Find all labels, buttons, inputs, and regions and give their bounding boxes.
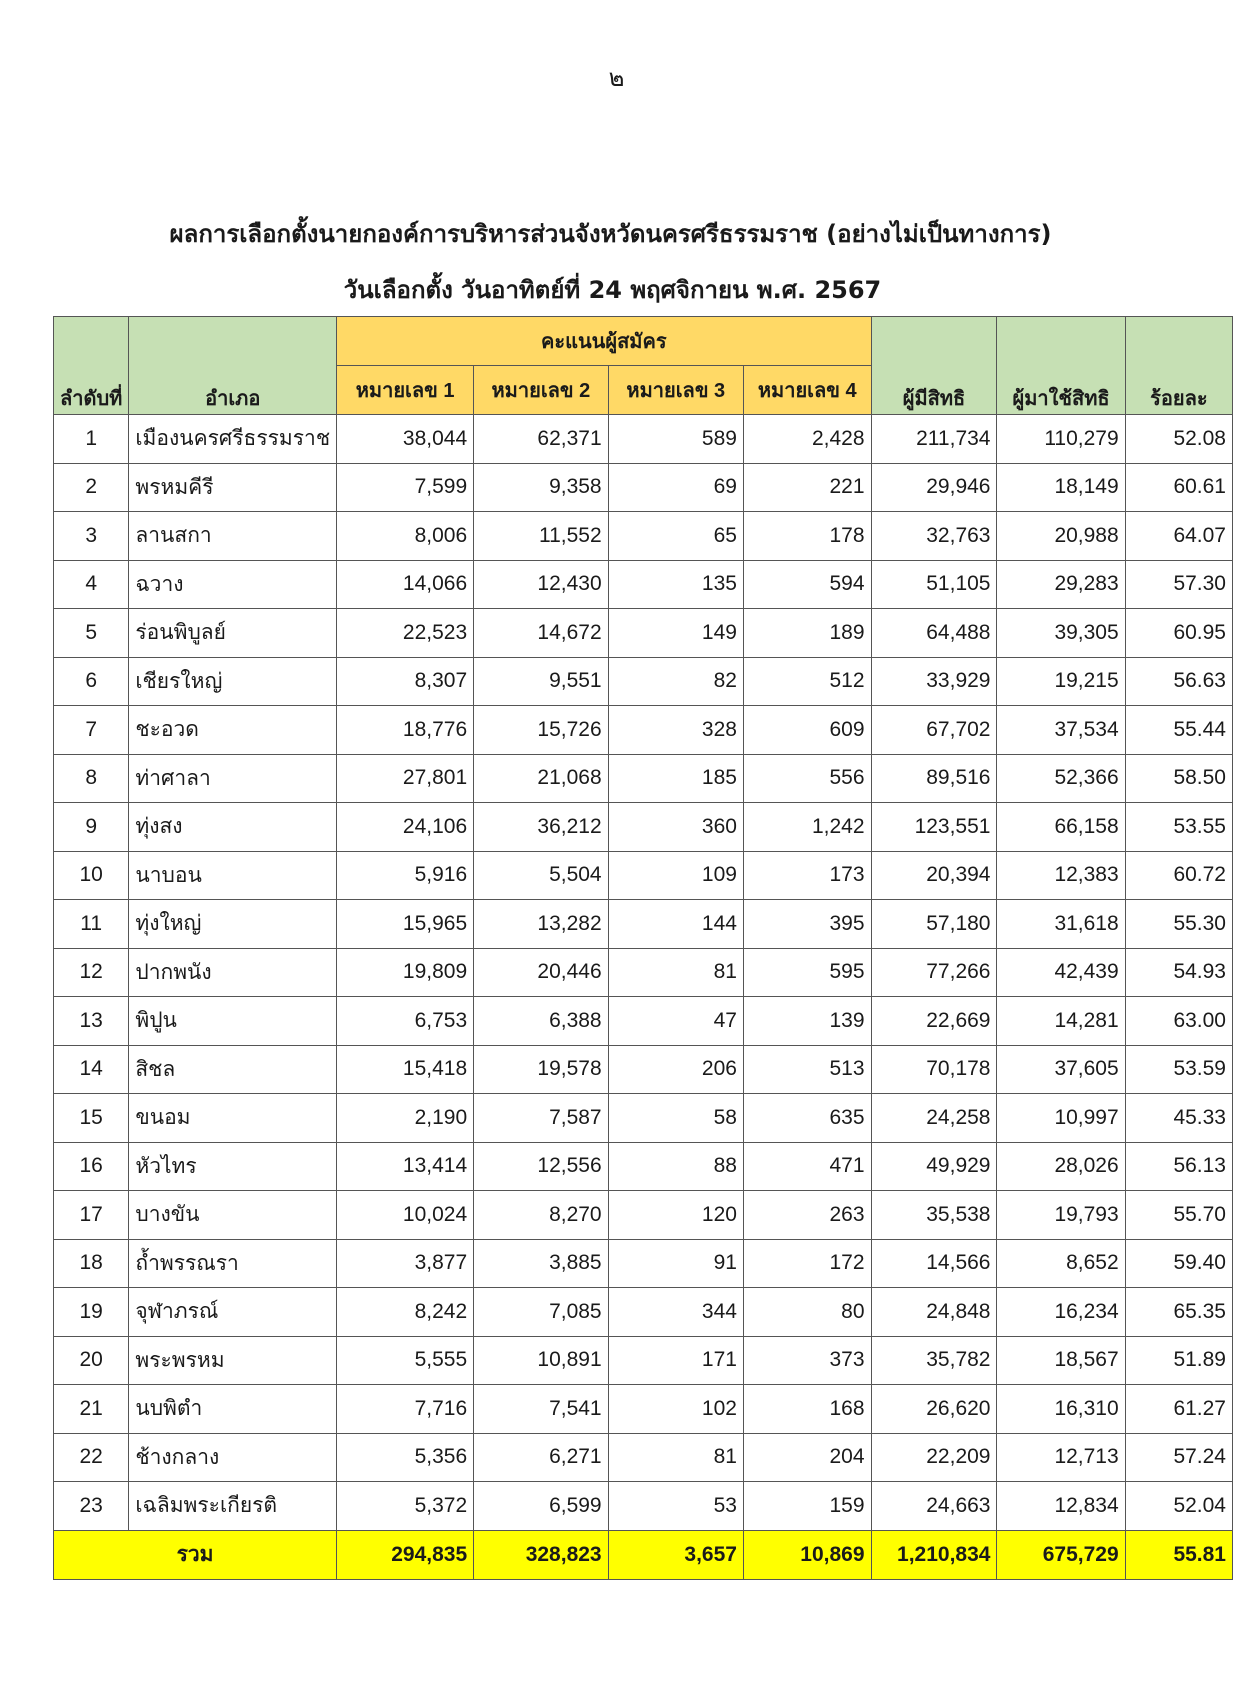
cell-percent: 51.89 [1125, 1336, 1232, 1385]
cell-candidate-1: 38,044 [337, 415, 474, 464]
cell-percent: 56.63 [1125, 657, 1232, 706]
cell-eligible: 22,209 [871, 1433, 997, 1482]
table-row [54, 1385, 1233, 1434]
table-row [54, 657, 1233, 706]
cell-voted: 14,281 [997, 997, 1125, 1046]
table-row [54, 1336, 1233, 1385]
total-row [54, 1530, 1233, 1579]
cell-voted: 31,618 [997, 900, 1125, 949]
cell-candidate-2: 9,551 [474, 657, 608, 706]
cell-candidate-1: 19,809 [337, 948, 474, 997]
election-results-table [53, 316, 1233, 1580]
cell-candidate-2: 12,430 [474, 560, 608, 609]
cell-voted: 16,310 [997, 1385, 1125, 1434]
cell-candidate-3: 81 [608, 1433, 743, 1482]
table-row [54, 754, 1233, 803]
cell-district: บางขัน [129, 1191, 337, 1240]
table-row [54, 948, 1233, 997]
cell-percent: 55.30 [1125, 900, 1232, 949]
cell-candidate-2: 20,446 [474, 948, 608, 997]
cell-percent: 60.95 [1125, 609, 1232, 658]
cell-candidate-1: 5,372 [337, 1482, 474, 1531]
cell-voted: 66,158 [997, 803, 1125, 852]
cell-candidate-1: 6,753 [337, 997, 474, 1046]
cell-percent: 63.00 [1125, 997, 1232, 1046]
cell-district: เมืองนครศรีธรรมราช [129, 415, 337, 464]
cell-candidate-3: 589 [608, 415, 743, 464]
cell-seq: 14 [54, 1045, 129, 1094]
cell-voted: 37,534 [997, 706, 1125, 755]
cell-eligible: 32,763 [871, 512, 997, 561]
cell-voted: 12,713 [997, 1433, 1125, 1482]
cell-candidate-3: 82 [608, 657, 743, 706]
cell-candidate-3: 206 [608, 1045, 743, 1094]
cell-district: ลานสกา [129, 512, 337, 561]
cell-voted: 12,834 [997, 1482, 1125, 1531]
table-row [54, 706, 1233, 755]
cell-candidate-3: 144 [608, 900, 743, 949]
cell-candidate-1: 18,776 [337, 706, 474, 755]
cell-candidate-2: 19,578 [474, 1045, 608, 1094]
cell-eligible: 20,394 [871, 851, 997, 900]
cell-eligible: 24,848 [871, 1288, 997, 1337]
cell-candidate-1: 7,599 [337, 463, 474, 512]
cell-seq: 15 [54, 1094, 129, 1143]
cell-candidate-4: 395 [743, 900, 871, 949]
cell-seq: 18 [54, 1239, 129, 1288]
cell-voted: 37,605 [997, 1045, 1125, 1094]
cell-percent: 52.08 [1125, 415, 1232, 464]
cell-seq: 10 [54, 851, 129, 900]
cell-percent: 55.44 [1125, 706, 1232, 755]
cell-district: ช้างกลาง [129, 1433, 337, 1482]
header-candidate-2: หมายเลข 2 [474, 366, 608, 415]
cell-candidate-1: 22,523 [337, 609, 474, 658]
cell-candidate-3: 149 [608, 609, 743, 658]
cell-candidate-4: 221 [743, 463, 871, 512]
cell-voted: 16,234 [997, 1288, 1125, 1337]
cell-candidate-4: 204 [743, 1433, 871, 1482]
cell-candidate-1: 5,356 [337, 1433, 474, 1482]
cell-candidate-3: 102 [608, 1385, 743, 1434]
cell-seq: 21 [54, 1385, 129, 1434]
cell-candidate-4: 80 [743, 1288, 871, 1337]
table-row [54, 415, 1233, 464]
cell-candidate-2: 12,556 [474, 1142, 608, 1191]
cell-voted: 18,567 [997, 1336, 1125, 1385]
table-row [54, 851, 1233, 900]
cell-candidate-2: 3,885 [474, 1239, 608, 1288]
total-eligible: 1,210,834 [871, 1530, 997, 1579]
cell-eligible: 49,929 [871, 1142, 997, 1191]
cell-district: ฉวาง [129, 560, 337, 609]
cell-seq: 5 [54, 609, 129, 658]
cell-candidate-2: 13,282 [474, 900, 608, 949]
table-body [54, 415, 1233, 1531]
header-percent: ร้อยละ [1125, 317, 1232, 415]
cell-district: หัวไทร [129, 1142, 337, 1191]
table-row [54, 512, 1233, 561]
cell-district: เชียรใหญ่ [129, 657, 337, 706]
cell-candidate-4: 178 [743, 512, 871, 561]
cell-candidate-3: 171 [608, 1336, 743, 1385]
cell-candidate-4: 139 [743, 997, 871, 1046]
cell-seq: 4 [54, 560, 129, 609]
header-candidate-1: หมายเลข 1 [337, 366, 474, 415]
cell-percent: 54.93 [1125, 948, 1232, 997]
cell-eligible: 77,266 [871, 948, 997, 997]
cell-eligible: 89,516 [871, 754, 997, 803]
table-row [54, 1239, 1233, 1288]
cell-seq: 8 [54, 754, 129, 803]
cell-eligible: 24,663 [871, 1482, 997, 1531]
cell-candidate-3: 69 [608, 463, 743, 512]
cell-eligible: 24,258 [871, 1094, 997, 1143]
cell-district: จุฬาภรณ์ [129, 1288, 337, 1337]
table-row [54, 1191, 1233, 1240]
cell-candidate-3: 185 [608, 754, 743, 803]
cell-candidate-1: 3,877 [337, 1239, 474, 1288]
cell-voted: 28,026 [997, 1142, 1125, 1191]
cell-candidate-4: 635 [743, 1094, 871, 1143]
page-number: ๒ [608, 64, 625, 92]
cell-candidate-1: 14,066 [337, 560, 474, 609]
cell-eligible: 64,488 [871, 609, 997, 658]
total-candidate-2: 328,823 [474, 1530, 608, 1579]
cell-district: ท่าศาลา [129, 754, 337, 803]
cell-eligible: 22,669 [871, 997, 997, 1046]
cell-seq: 12 [54, 948, 129, 997]
header-candidate-4: หมายเลข 4 [743, 366, 871, 415]
cell-candidate-3: 53 [608, 1482, 743, 1531]
cell-candidate-4: 263 [743, 1191, 871, 1240]
cell-eligible: 35,538 [871, 1191, 997, 1240]
cell-percent: 59.40 [1125, 1239, 1232, 1288]
cell-voted: 39,305 [997, 609, 1125, 658]
cell-percent: 55.70 [1125, 1191, 1232, 1240]
cell-candidate-2: 14,672 [474, 609, 608, 658]
cell-candidate-2: 6,271 [474, 1433, 608, 1482]
cell-voted: 20,988 [997, 512, 1125, 561]
cell-voted: 19,215 [997, 657, 1125, 706]
cell-district: พระพรหม [129, 1336, 337, 1385]
header-seq: ลำดับที่ [54, 317, 129, 415]
total-label: รวม [54, 1530, 337, 1579]
cell-voted: 52,366 [997, 754, 1125, 803]
cell-percent: 61.27 [1125, 1385, 1232, 1434]
cell-candidate-2: 5,504 [474, 851, 608, 900]
cell-candidate-2: 6,599 [474, 1482, 608, 1531]
cell-percent: 60.61 [1125, 463, 1232, 512]
cell-percent: 52.04 [1125, 1482, 1232, 1531]
table-row [54, 1045, 1233, 1094]
cell-voted: 110,279 [997, 415, 1125, 464]
table-row [54, 997, 1233, 1046]
cell-candidate-1: 15,965 [337, 900, 474, 949]
cell-candidate-2: 6,388 [474, 997, 608, 1046]
total-percent: 55.81 [1125, 1530, 1232, 1579]
cell-voted: 8,652 [997, 1239, 1125, 1288]
cell-candidate-1: 27,801 [337, 754, 474, 803]
cell-percent: 53.55 [1125, 803, 1232, 852]
cell-candidate-2: 7,085 [474, 1288, 608, 1337]
table-row [54, 900, 1233, 949]
cell-candidate-4: 1,242 [743, 803, 871, 852]
cell-percent: 45.33 [1125, 1094, 1232, 1143]
cell-eligible: 33,929 [871, 657, 997, 706]
cell-district: ชะอวด [129, 706, 337, 755]
cell-candidate-4: 512 [743, 657, 871, 706]
cell-seq: 20 [54, 1336, 129, 1385]
cell-candidate-4: 189 [743, 609, 871, 658]
cell-candidate-4: 2,428 [743, 415, 871, 464]
cell-candidate-2: 36,212 [474, 803, 608, 852]
cell-candidate-3: 328 [608, 706, 743, 755]
table-header [54, 317, 1233, 415]
cell-candidate-3: 109 [608, 851, 743, 900]
cell-eligible: 14,566 [871, 1239, 997, 1288]
cell-district: ร่อนพิบูลย์ [129, 609, 337, 658]
cell-voted: 29,283 [997, 560, 1125, 609]
table-row [54, 1142, 1233, 1191]
cell-candidate-2: 7,541 [474, 1385, 608, 1434]
cell-candidate-1: 5,555 [337, 1336, 474, 1385]
table-row [54, 1094, 1233, 1143]
cell-seq: 23 [54, 1482, 129, 1531]
cell-candidate-4: 168 [743, 1385, 871, 1434]
cell-seq: 2 [54, 463, 129, 512]
cell-candidate-3: 65 [608, 512, 743, 561]
cell-eligible: 35,782 [871, 1336, 997, 1385]
cell-candidate-2: 15,726 [474, 706, 608, 755]
cell-voted: 19,793 [997, 1191, 1125, 1240]
cell-candidate-1: 13,414 [337, 1142, 474, 1191]
cell-percent: 65.35 [1125, 1288, 1232, 1337]
cell-eligible: 29,946 [871, 463, 997, 512]
cell-voted: 12,383 [997, 851, 1125, 900]
cell-candidate-2: 10,891 [474, 1336, 608, 1385]
cell-candidate-2: 8,270 [474, 1191, 608, 1240]
cell-district: สิชล [129, 1045, 337, 1094]
cell-candidate-3: 344 [608, 1288, 743, 1337]
cell-percent: 57.24 [1125, 1433, 1232, 1482]
cell-eligible: 51,105 [871, 560, 997, 609]
cell-eligible: 26,620 [871, 1385, 997, 1434]
cell-candidate-4: 595 [743, 948, 871, 997]
cell-percent: 56.13 [1125, 1142, 1232, 1191]
cell-candidate-3: 360 [608, 803, 743, 852]
cell-percent: 57.30 [1125, 560, 1232, 609]
cell-candidate-2: 62,371 [474, 415, 608, 464]
cell-district: นบพิตำ [129, 1385, 337, 1434]
cell-seq: 6 [54, 657, 129, 706]
cell-candidate-3: 135 [608, 560, 743, 609]
cell-candidate-1: 5,916 [337, 851, 474, 900]
total-candidate-3: 3,657 [608, 1530, 743, 1579]
cell-district: ปากพนัง [129, 948, 337, 997]
cell-district: ขนอม [129, 1094, 337, 1143]
cell-candidate-3: 88 [608, 1142, 743, 1191]
header-candidate-scores: คะแนนผู้สมัคร [337, 317, 871, 366]
cell-candidate-3: 81 [608, 948, 743, 997]
cell-voted: 10,997 [997, 1094, 1125, 1143]
cell-candidate-4: 513 [743, 1045, 871, 1094]
header-eligible-voters: ผู้มีสิทธิ [871, 317, 997, 415]
cell-seq: 16 [54, 1142, 129, 1191]
cell-candidate-1: 24,106 [337, 803, 474, 852]
cell-candidate-4: 172 [743, 1239, 871, 1288]
cell-candidate-2: 7,587 [474, 1094, 608, 1143]
cell-seq: 19 [54, 1288, 129, 1337]
header-voters-turnout: ผู้มาใช้สิทธิ [997, 317, 1125, 415]
cell-candidate-4: 594 [743, 560, 871, 609]
cell-seq: 7 [54, 706, 129, 755]
cell-candidate-1: 8,307 [337, 657, 474, 706]
cell-candidate-4: 173 [743, 851, 871, 900]
document-subtitle: วันเลือกตั้ง วันอาทิตย์ที่ 24 พฤศจิกายน พ.ศ. 2567 [343, 276, 882, 304]
cell-percent: 60.72 [1125, 851, 1232, 900]
cell-seq: 9 [54, 803, 129, 852]
total-candidate-1: 294,835 [337, 1530, 474, 1579]
cell-candidate-1: 15,418 [337, 1045, 474, 1094]
cell-candidate-2: 21,068 [474, 754, 608, 803]
cell-candidate-4: 159 [743, 1482, 871, 1531]
cell-district: ทุ่งใหญ่ [129, 900, 337, 949]
cell-candidate-2: 9,358 [474, 463, 608, 512]
cell-district: นาบอน [129, 851, 337, 900]
cell-percent: 64.07 [1125, 512, 1232, 561]
cell-candidate-3: 120 [608, 1191, 743, 1240]
cell-candidate-4: 609 [743, 706, 871, 755]
cell-seq: 13 [54, 997, 129, 1046]
cell-candidate-1: 8,006 [337, 512, 474, 561]
cell-candidate-4: 556 [743, 754, 871, 803]
cell-candidate-3: 91 [608, 1239, 743, 1288]
table-row [54, 1433, 1233, 1482]
table-row [54, 1288, 1233, 1337]
cell-candidate-3: 47 [608, 997, 743, 1046]
cell-percent: 53.59 [1125, 1045, 1232, 1094]
cell-seq: 11 [54, 900, 129, 949]
cell-candidate-1: 7,716 [337, 1385, 474, 1434]
cell-candidate-1: 8,242 [337, 1288, 474, 1337]
cell-eligible: 211,734 [871, 415, 997, 464]
total-voted: 675,729 [997, 1530, 1125, 1579]
cell-candidate-4: 373 [743, 1336, 871, 1385]
cell-candidate-1: 10,024 [337, 1191, 474, 1240]
cell-district: พิปูน [129, 997, 337, 1046]
header-district: อำเภอ [129, 317, 337, 415]
cell-district: เฉลิมพระเกียรติ [129, 1482, 337, 1531]
table-row [54, 1482, 1233, 1531]
cell-seq: 22 [54, 1433, 129, 1482]
table-row [54, 803, 1233, 852]
cell-eligible: 57,180 [871, 900, 997, 949]
cell-seq: 3 [54, 512, 129, 561]
cell-seq: 17 [54, 1191, 129, 1240]
cell-voted: 18,149 [997, 463, 1125, 512]
cell-district: ถ้ำพรรณรา [129, 1239, 337, 1288]
cell-candidate-4: 471 [743, 1142, 871, 1191]
table-row [54, 609, 1233, 658]
table-row [54, 560, 1233, 609]
cell-district: ทุ่งสง [129, 803, 337, 852]
total-candidate-4: 10,869 [743, 1530, 871, 1579]
cell-percent: 58.50 [1125, 754, 1232, 803]
cell-candidate-3: 58 [608, 1094, 743, 1143]
document-title: ผลการเลือกตั้งนายกองค์การบริหารส่วนจังหวัดนครศรีธรรมราช (อย่างไม่เป็นทางการ) [169, 220, 1052, 248]
cell-candidate-1: 2,190 [337, 1094, 474, 1143]
cell-candidate-2: 11,552 [474, 512, 608, 561]
table-row [54, 463, 1233, 512]
cell-eligible: 123,551 [871, 803, 997, 852]
cell-district: พรหมคีรี [129, 463, 337, 512]
header-candidate-3: หมายเลข 3 [608, 366, 743, 415]
cell-eligible: 67,702 [871, 706, 997, 755]
cell-eligible: 70,178 [871, 1045, 997, 1094]
cell-voted: 42,439 [997, 948, 1125, 997]
cell-seq: 1 [54, 415, 129, 464]
